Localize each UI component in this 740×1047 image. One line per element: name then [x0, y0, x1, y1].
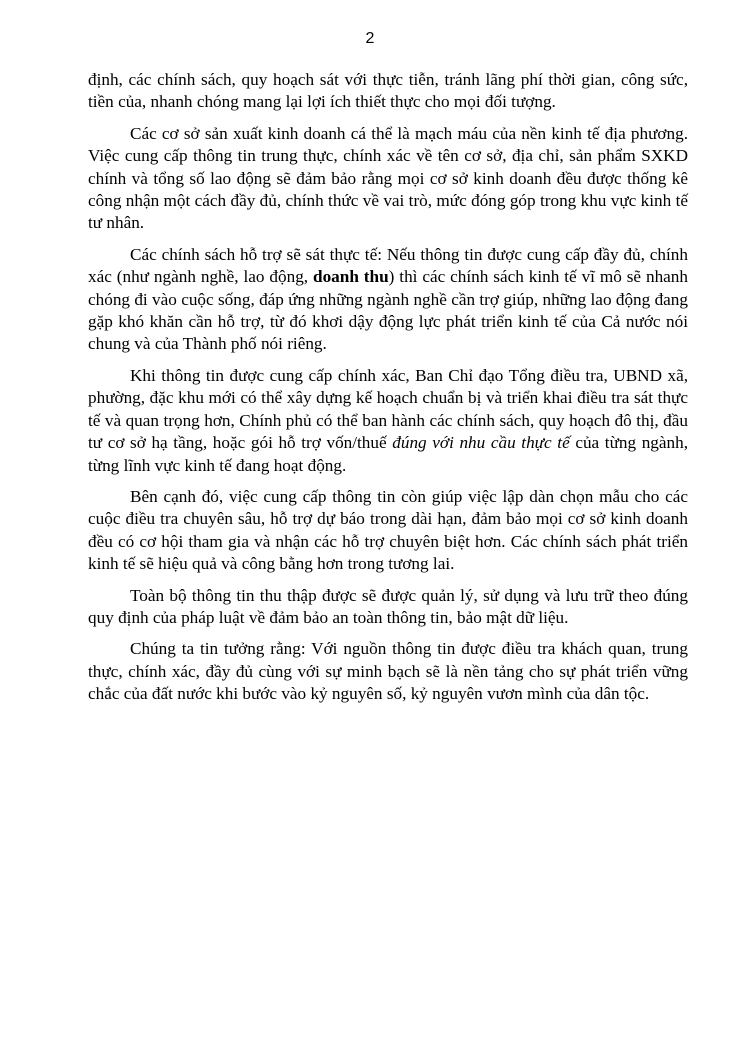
paragraph-accurate-information — [88, 365, 688, 477]
italic-phrase-real-needs: đúng với nhu cầu thực tế — [392, 433, 570, 453]
document-body — [88, 69, 688, 715]
page-number: 2 — [365, 30, 375, 47]
paragraph-household-businesses: Các cơ sở sản xuất kinh doanh cá thể là mạch máu của nền kinh tế địa phương. Việc cung cấp thông tin trung thực, chính xác về tên cơ sở, địa chỉ, sản phẩm SXKD chính và tổng số lao động sẽ đảm bảo rằng mọi cơ sở kinh doanh đều được thống kê công nhận một cách đầy đủ, chính thức về vai trò, mức đóng góp trong khu vực kinh tế tư nhân. — [88, 123, 688, 233]
paragraph-data-security: Toàn bộ thông tin thu thập được sẽ được quản lý, sử dụng và lưu trữ theo đúng quy định của pháp luật về đảm bảo an toàn thông tin, bảo mật dữ liệu. — [88, 585, 688, 627]
paragraph-continuation: định, các chính sách, quy hoạch sát với thực tiễn, tránh lãng phí thời gian, công sức, tiền của, nhanh chóng mang lại lợi ích thiết thực cho mọi đối tượng. — [88, 70, 688, 112]
paragraph-text-segment: Khi thông tin được cung cấp chính xác, Ban Chỉ đạo Tổng điều tra, UBND xã, phường, đặc khu mới có thể xây dựng kế hoạch chuẩn bị và triển khai điều tra sát thực tế và quan trọng hơn, Chính phủ có thể ban hành các chính sách, quy hoạch đô thị, đầu tư cơ sở hạ tầng, hoặc gói hỗ trợ vốn/thuế — [88, 365, 688, 453]
paragraph-support-policies — [88, 244, 688, 356]
paragraph-sampling-frame: Bên cạnh đó, việc cung cấp thông tin còn giúp việc lập dàn chọn mẫu cho các cuộc điều tra chuyên sâu, hỗ trợ dự báo trong dài hạn, đảm bảo mọi cơ sở kinh doanh đều có cơ hội tham gia và nhận các hỗ trợ chuyên biệt hơn. Các chính sách phát triển kinh tế sẽ hiệu quả và công bằng hơn trong tương lai. — [88, 486, 688, 574]
paragraph-conclusion: Chúng ta tin tưởng rằng: Với nguồn thông tin được điều tra khách quan, trung thực, chính xác, đầy đủ cùng với sự minh bạch sẽ là nền tảng cho sự phát triển vững chắc của đất nước khi bước vào kỷ nguyên số, kỷ nguyên vươn mình của dân tộc. — [88, 639, 688, 704]
paragraph-text-segment: ) thì các chính sách kinh tế vĩ mô sẽ nhanh chóng đi vào cuộc sống, đáp ứng những ngành nghề cần trợ giúp, những lao động đang gặp khó khăn cần hỗ trợ, từ đó khơi dậy động lực phát triển kinh tế của Cả nước nói chung và của Thành phố nói riêng. — [88, 267, 688, 354]
bold-term-revenue: doanh thu — [313, 267, 389, 287]
paragraph-text-segment: Các chính sách hỗ trợ sẽ sát thực tế: Nếu thông tin được cung cấp đầy đủ, chính xác (như ngành nghề, lao động, — [88, 244, 688, 287]
paragraph-text-segment: của từng ngành, từng lĩnh vực kinh tế đang hoạt động. — [88, 433, 689, 475]
